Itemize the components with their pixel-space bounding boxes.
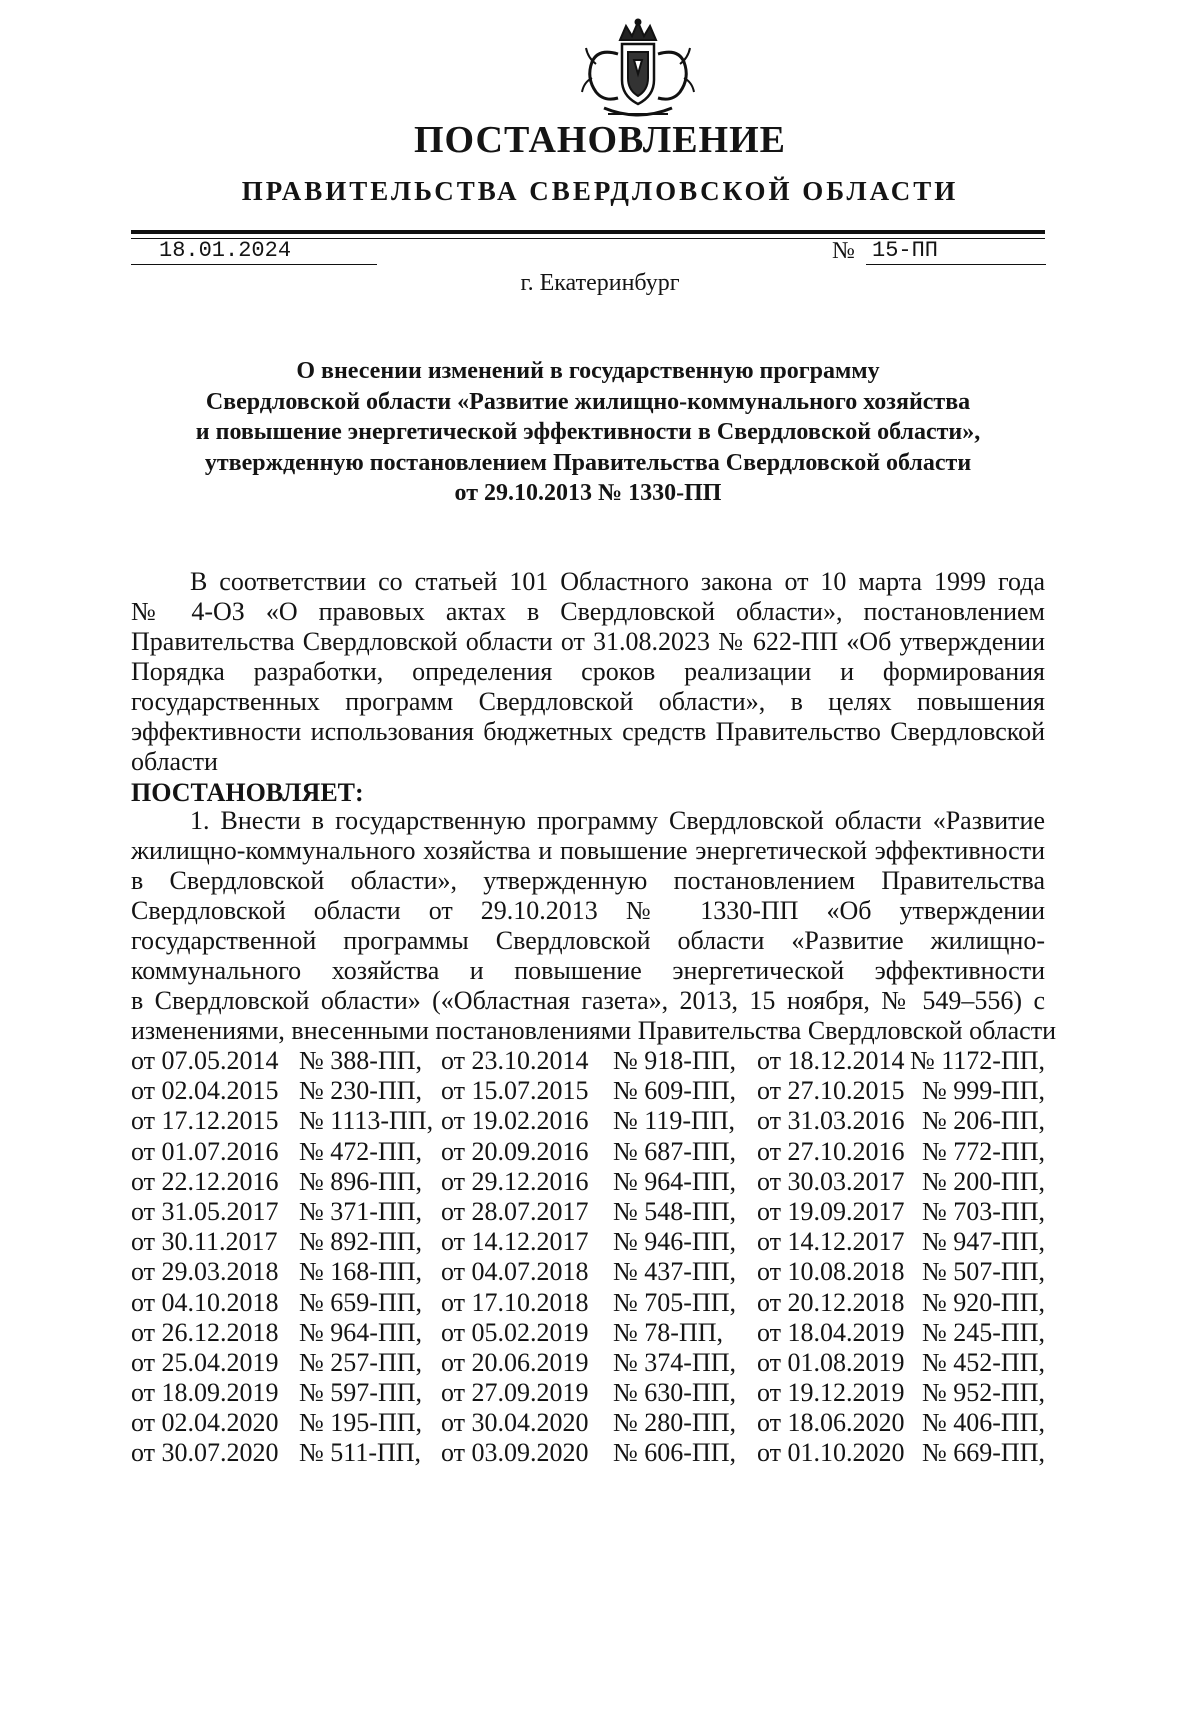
amendment-date: от 02.04.2020 [131, 1408, 279, 1438]
amendment-number: № 772-ПП, [921, 1136, 1045, 1166]
header-rule-thick [131, 230, 1045, 234]
preamble-line: Порядка разработки, определения сроков реализации и формирования [131, 657, 1045, 686]
amendment-number: № 388-ПП, [299, 1046, 423, 1075]
amendment-number: № 609-ПП, [613, 1076, 737, 1106]
preamble-line: государственных программ Свердловской области», в целях повышения [131, 687, 1045, 716]
amendment-date: от 20.06.2019 [441, 1347, 589, 1377]
amendment-date: от 18.04.2019 [757, 1317, 905, 1347]
amendment-number: № 511-ПП, [299, 1438, 422, 1468]
amendment-date: от 15.07.2015 [441, 1076, 589, 1106]
heading-line: от 29.10.2013 № 1330-ПП [454, 480, 722, 506]
amendment-number: № 964-ПП, [613, 1166, 737, 1196]
document-number: 15-ПП [872, 238, 939, 263]
amendment-number: № 280-ПП, [613, 1408, 737, 1438]
amendment-date: от 03.09.2020 [441, 1438, 589, 1468]
amendment-row [131, 1167, 1045, 1197]
amendment-row [131, 1227, 1045, 1257]
amendment-row [131, 1076, 1045, 1106]
amendment-date: от 22.12.2016 [131, 1166, 279, 1196]
amendment-date: от 30.11.2017 [131, 1227, 278, 1257]
amendment-date: от 25.04.2019 [131, 1347, 279, 1377]
amendment-number: № 946-ПП, [613, 1227, 737, 1257]
amendment-date: от 26.12.2018 [131, 1317, 279, 1347]
amendment-number: № 371-ПП, [299, 1196, 423, 1226]
amendment-number: № 406-ПП, [921, 1408, 1045, 1438]
amendment-number: № 245-ПП, [921, 1317, 1045, 1347]
preamble-line: эффективности использования бюджетных средств Правительство Свердловской [131, 717, 1045, 746]
amendment-number: № 548-ПП, [613, 1196, 737, 1226]
amendment-number: № 947-ПП, [921, 1227, 1045, 1257]
amendment-number: № 669-ПП, [921, 1438, 1045, 1468]
amendment-number: № 374-ПП, [613, 1347, 737, 1377]
document-date: 18.01.2024 [159, 238, 292, 263]
amendment-number: № 606-ПП, [613, 1438, 737, 1468]
document-heading [131, 356, 1045, 509]
amendment-number: № 1113-ПП, [299, 1106, 434, 1136]
amendment-number: № 703-ПП, [921, 1196, 1045, 1226]
amendment-row [131, 1318, 1045, 1348]
amendment-number: № 659-ПП, [299, 1287, 423, 1317]
amendment-date: от 01.08.2019 [757, 1347, 905, 1377]
amendment-date: от 23.10.2014 [441, 1046, 589, 1075]
preamble-line: № 4-ОЗ «О правовых актах в Свердловской области», постановлением [131, 597, 1045, 626]
amendment-date: от 27.10.2016 [757, 1136, 905, 1166]
item-line: жилищно-коммунального хозяйства и повышение энергетической эффективности [131, 836, 1045, 865]
heading-line: утвержденную постановлением Правительства Свердловской области [204, 449, 972, 476]
amendment-number: № 952-ПП, [921, 1378, 1045, 1408]
amendment-date: от 04.10.2018 [131, 1287, 279, 1317]
document-subtitle: ПРАВИТЕЛЬСТВА СВЕРДЛОВСКОЙ ОБЛАСТИ [241, 176, 959, 206]
amendment-date: от 17.12.2015 [131, 1106, 279, 1136]
amendment-row [131, 1197, 1045, 1227]
amendment-number: № 999-ПП, [921, 1076, 1045, 1106]
preamble-line: области [131, 747, 218, 776]
amendment-date: от 29.03.2018 [131, 1257, 279, 1287]
amendment-date: от 07.05.2014 [131, 1046, 279, 1075]
heading-line: Свердловской области «Развитие жилищно-коммунального хозяйства [205, 388, 971, 415]
amendment-date: от 31.05.2017 [131, 1196, 279, 1226]
amendment-date: от 20.09.2016 [441, 1136, 589, 1166]
amendment-row [131, 1137, 1045, 1167]
amendment-number: № 168-ПП, [299, 1257, 423, 1287]
amendment-date: от 01.10.2020 [757, 1438, 905, 1468]
amendment-row [131, 1046, 1045, 1076]
item-line: 1. Внести в государственную программу Свердловской области «Развитие [190, 806, 1045, 835]
amendment-number: № 200-ПП, [921, 1166, 1045, 1196]
amendment-row [131, 1106, 1045, 1136]
amendment-number: № 920-ПП, [921, 1287, 1045, 1317]
item-line: изменениями, внесенными постановлениями Правительства Свердловской области [131, 1016, 1056, 1045]
amendment-number: № 195-ПП, [299, 1408, 423, 1438]
amendment-date: от 10.08.2018 [757, 1257, 905, 1287]
heading-line: и повышение энергетической эффективности в Свердловской области», [195, 419, 981, 445]
amendment-number: № 437-ПП, [613, 1257, 737, 1287]
item-line: в Свердловской области», утвержденную постановлением Правительства [131, 866, 1045, 895]
number-sign: № [832, 238, 855, 264]
amendment-number: № 687-ПП, [613, 1136, 737, 1166]
preamble-line: В соответствии со статьей 101 Областного закона от 10 марта 1999 года [190, 567, 1045, 596]
date-field [131, 236, 377, 265]
amendment-list [131, 1046, 1045, 1469]
amendment-number: № 78-ПП, [613, 1317, 724, 1347]
amendment-date: от 14.12.2017 [757, 1227, 905, 1257]
amendment-date: от 04.07.2018 [441, 1257, 589, 1287]
amendment-date: от 19.02.2016 [441, 1106, 589, 1136]
amendment-date: от 27.10.2015 [757, 1076, 905, 1106]
amendment-number: № 630-ПП, [613, 1378, 737, 1408]
amendment-date: от 29.12.2016 [441, 1166, 589, 1196]
amendment-date: от 31.03.2016 [757, 1106, 905, 1136]
resolve-label: ПОСТАНОВЛЯЕТ: [131, 778, 364, 807]
item-1-paragraph [131, 806, 1056, 1046]
amendment-date: от 18.06.2020 [757, 1408, 905, 1438]
amendment-row [131, 1438, 1045, 1468]
amendment-number: № 507-ПП, [921, 1257, 1045, 1287]
amendment-number: № 230-ПП, [299, 1076, 423, 1106]
amendment-date: от 30.07.2020 [131, 1438, 279, 1468]
amendment-row [131, 1257, 1045, 1287]
item-line: коммунального хозяйства и повышение энергетической эффективности [131, 956, 1045, 985]
amendment-date: от 05.02.2019 [441, 1317, 589, 1347]
amendment-date: от 14.12.2017 [441, 1227, 589, 1257]
amendment-row [131, 1408, 1045, 1438]
number-field [866, 236, 1046, 265]
amendment-number: № 119-ПП, [613, 1106, 736, 1136]
amendment-date: от 18.12.2014 [757, 1046, 905, 1075]
amendment-number: № 918-ПП, [613, 1046, 737, 1075]
amendment-number: № 257-ПП, [299, 1347, 423, 1377]
amendment-row [131, 1348, 1045, 1378]
amendment-number: № 964-ПП, [299, 1317, 423, 1347]
amendment-date: от 01.07.2016 [131, 1136, 279, 1166]
amendment-date: от 30.03.2017 [757, 1166, 905, 1196]
amendment-date: от 19.09.2017 [757, 1196, 905, 1226]
amendment-date: от 02.04.2015 [131, 1076, 279, 1106]
amendment-number: № 1172-ПП, [909, 1046, 1045, 1075]
amendment-date: от 28.07.2017 [441, 1196, 589, 1226]
amendment-number: № 705-ПП, [613, 1287, 737, 1317]
amendment-number: № 896-ПП, [299, 1166, 423, 1196]
amendment-number: № 452-ПП, [921, 1347, 1045, 1377]
preamble-line: Правительства Свердловской области от 31.08.2023 № 622-ПП «Об утверждении [131, 627, 1045, 656]
amendment-number: № 597-ПП, [299, 1378, 423, 1408]
item-line: государственной программы Свердловской области «Развитие жилищно- [131, 926, 1045, 955]
amendment-date: от 18.09.2019 [131, 1378, 279, 1408]
item-line: в Свердловской области» («Областная газета», 2013, 15 ноября, № 549–556) с [131, 986, 1045, 1015]
amendment-row [131, 1288, 1045, 1318]
amendment-number: № 472-ПП, [299, 1136, 423, 1166]
amendment-date: от 20.12.2018 [757, 1287, 905, 1317]
preamble-paragraph [131, 567, 1045, 777]
amendment-number: № 206-ПП, [921, 1106, 1045, 1136]
amendment-date: от 19.12.2019 [757, 1378, 905, 1408]
amendment-date: от 27.09.2019 [441, 1378, 589, 1408]
amendment-date: от 17.10.2018 [441, 1287, 589, 1317]
heading-line: О внесении изменений в государственную программу [296, 358, 880, 384]
amendment-number: № 892-ПП, [299, 1227, 423, 1257]
coat-of-arms-emblem [578, 18, 698, 124]
document-title: ПОСТАНОВЛЕНИЕ [413, 119, 787, 161]
item-line: Свердловской области от 29.10.2013 № 1330-ПП «Об утверждении [131, 896, 1045, 925]
amendment-row [131, 1378, 1045, 1408]
document-city: г. Екатеринбург [520, 270, 680, 296]
amendment-date: от 30.04.2020 [441, 1408, 589, 1438]
